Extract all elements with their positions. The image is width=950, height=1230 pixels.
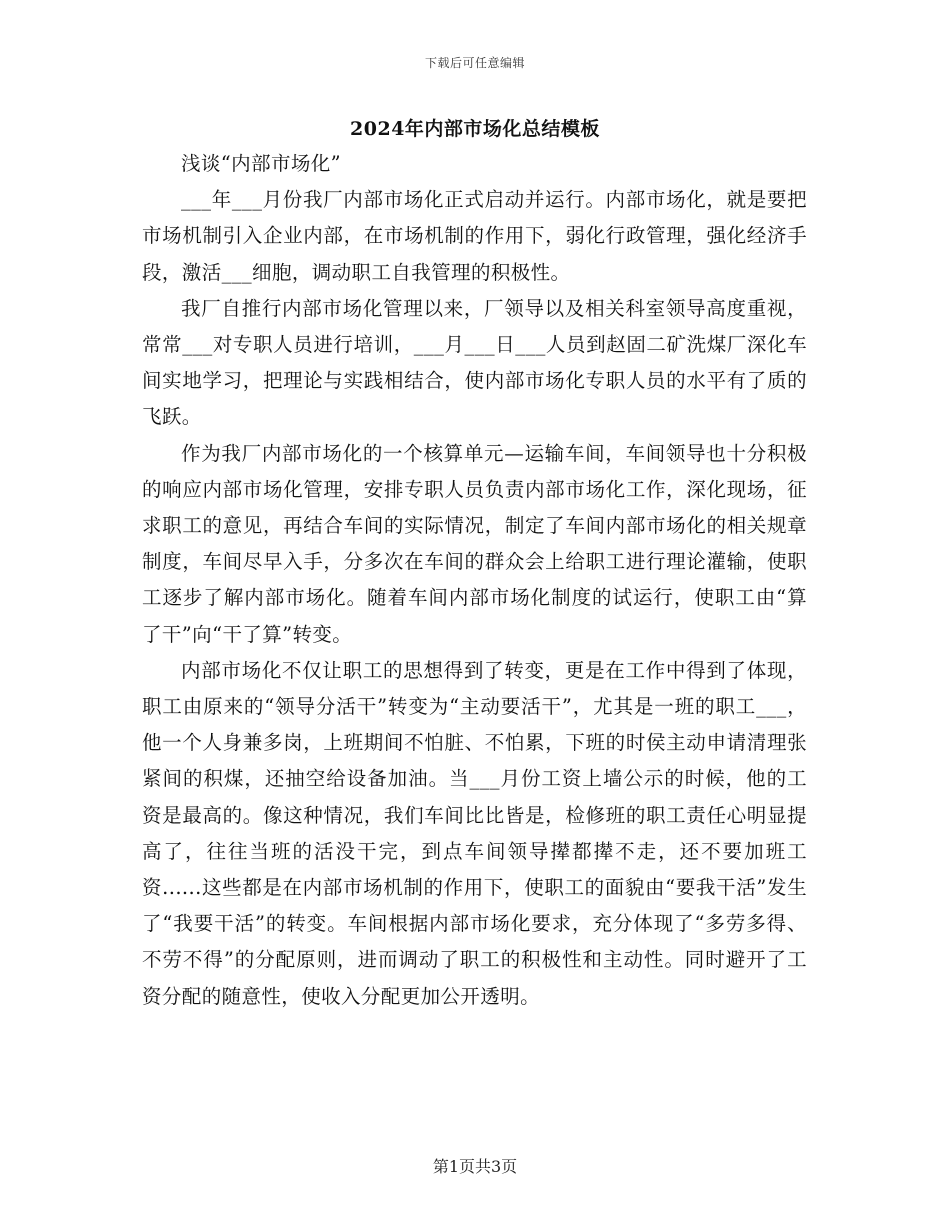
document-body: [142, 146, 807, 1015]
page-footer: 第1页共3页: [432, 1157, 518, 1176]
paragraph-4: 内部市场化不仅让职工的思想得到了转变，更是在工作中得到了体现，职工由原来的“领导分活干”转变为“主动要活干”，尤其是一班的职工___，他一个人身兼多岗，上班期间不怕脏、不怕累，下班的时侯主动申请清理张紧间的积煤，还抽空给设备加油。当___月份工资上墙公示的时候，他的工资是最高的。像这种情况，我们车间比比皆是，检修班的职工责任心明显提高了，往往当班的活没干完，到点车间领导撵都撵不走，还不要加班工资......这些都是在内部市场机制的作用下，使职工的面貌由“要我干活”发生了“我要干活”的转变。车间根据内部市场化要求，充分体现了“多劳多得、不劳不得”的分配原则，进而调动了职工的积极性和主动性。同时避开了工资分配的随意性，使收入分配更加公开透明。: [142, 658, 807, 1008]
paragraph-3: 作为我厂内部市场化的一个核算单元—运输车间，车间领导也十分积极的响应内部市场化管理，安排专职人员负责内部市场化工作，深化现场，征求职工的意见，再结合车间的实际情况，制定了车间内部市场化的相关规章制度，车间尽早入手，分多次在车间的群众会上给职工进行理论灌输，使职工逐步了解内部市场化。随着车间内部市场化制度的试运行，使职工由“算了干”向“干了算”转变。: [142, 441, 807, 646]
paragraph-1: ___年___月份我厂内部市场化正式启动并运行。内部市场化，就是要把市场机制引入企业内部，在市场机制的作用下，弱化行政管理，强化经济手段，激活___细胞，调动职工自我管理的积极性。: [142, 188, 807, 284]
document-subtitle: 浅谈“内部市场化”: [181, 152, 342, 175]
header-note: 下载后可任意编辑: [424, 56, 525, 70]
document-title: 2024年内部市场化总结模板: [350, 118, 600, 140]
paragraph-2: 我厂自推行内部市场化管理以来，厂领导以及相关科室领导高度重视，常常___对专职人员进行培训，___月___日___人员到赵固二矿洗煤厂深化车间实地学习，把理论与实践相结合，使内部市场化专职人员的水平有了质的飞跃。: [142, 296, 807, 429]
